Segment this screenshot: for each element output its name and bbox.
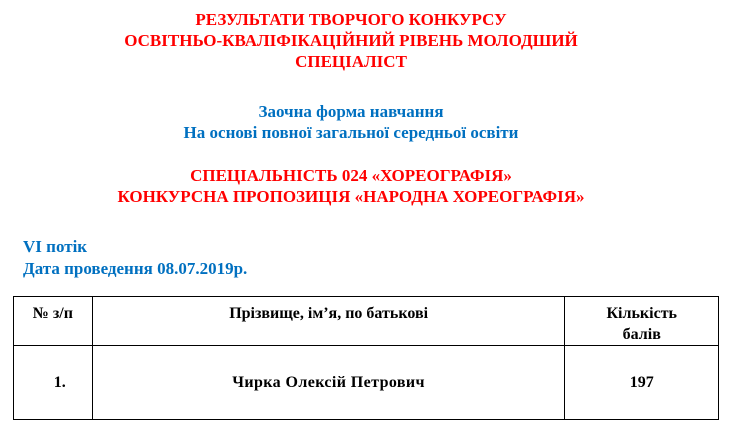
specialty-block (0, 165, 702, 207)
header-number: № з/п (14, 297, 93, 346)
header-score-line-2: балів (622, 326, 661, 343)
session-info (23, 236, 247, 280)
title-line-2: ОСВІТНЬО-КВАЛІФІКАЦІЙНИЙ РІВЕНЬ МОЛОДШИЙ (124, 31, 578, 50)
study-form-block (0, 101, 702, 143)
header-score (565, 297, 719, 346)
table-row (14, 346, 719, 420)
competition-offer: КОНКУРСНА ПРОПОЗИЦІЯ «НАРОДНА ХОРЕОГРАФІЯ» (117, 187, 585, 206)
exam-date: Дата проведення 08.07.2019р. (23, 259, 248, 278)
row-score: 197 (565, 346, 719, 420)
results-table (13, 296, 719, 420)
header-score-line-1: Кількість (606, 305, 678, 322)
stream-label: VI потік (23, 237, 88, 256)
row-number: 1. (14, 346, 93, 420)
row-name: Чирка Олексій Петрович (92, 346, 565, 420)
title-line-3: СПЕЦІАЛІСТ (295, 52, 407, 71)
header-name: Прізвище, ім’я, по батькові (92, 297, 565, 346)
table-header-row (14, 297, 719, 346)
education-basis: На основі повної загальної середньої освіти (183, 123, 519, 142)
title-line-1: РЕЗУЛЬТАТИ ТВОРЧОГО КОНКУРСУ (195, 10, 507, 29)
document-title (0, 9, 702, 72)
specialty: СПЕЦІАЛЬНІСТЬ 024 «ХОРЕОГРАФІЯ» (190, 166, 512, 185)
study-form: Заочна форма навчання (258, 102, 444, 121)
